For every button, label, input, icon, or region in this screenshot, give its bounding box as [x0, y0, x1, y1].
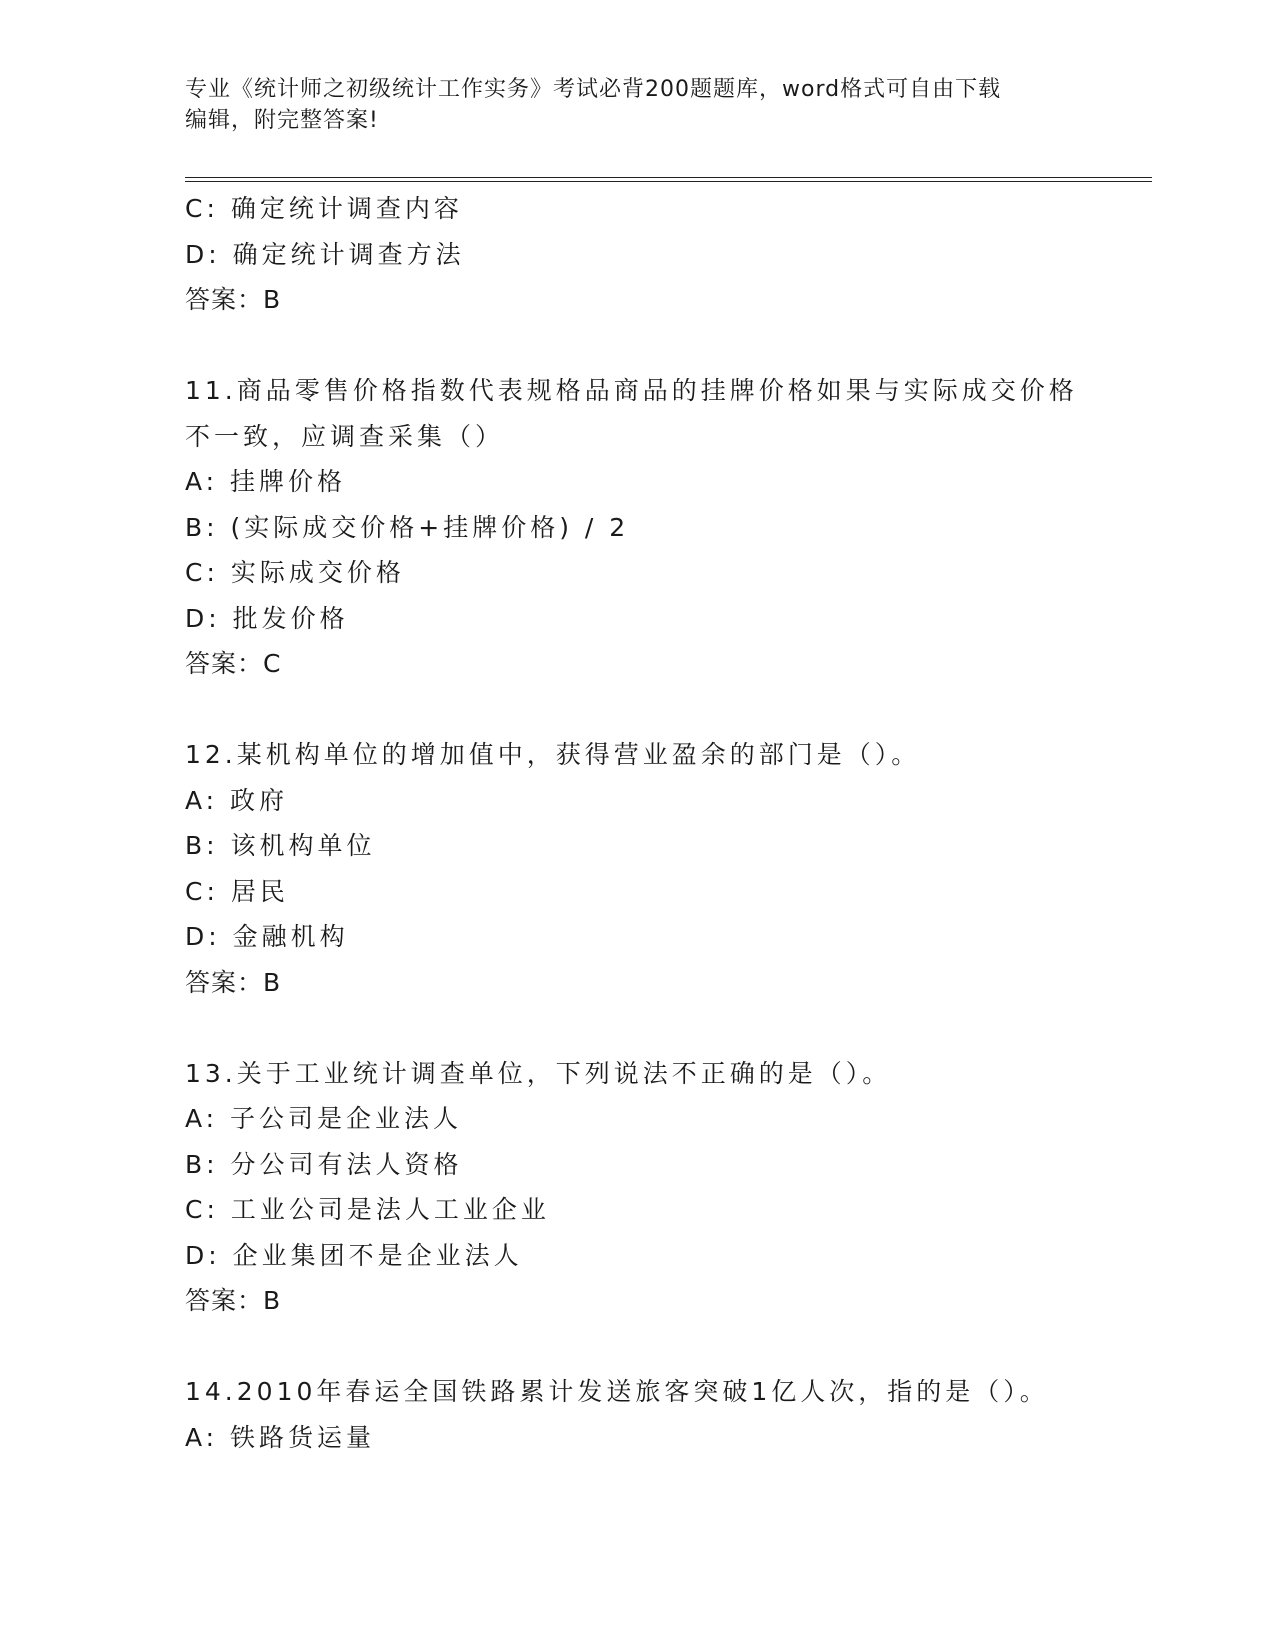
- block-spacer: [185, 1324, 1085, 1370]
- block-spacer: [185, 323, 1085, 369]
- option-a: A: 铁路货运量: [185, 1422, 376, 1452]
- question-block: [185, 186, 1085, 323]
- header-divider-bottom: [185, 181, 1152, 182]
- block-spacer: [185, 687, 1085, 733]
- option-c: C: 居民: [185, 876, 289, 906]
- option-b: B: 该机构单位: [185, 831, 376, 860]
- header-title-line-2: 编辑，附完整答案!: [185, 108, 379, 133]
- option-a: A: 子公司是企业法人: [185, 1104, 463, 1133]
- option-b: B: 分公司有法人资格: [185, 1149, 463, 1179]
- answer-line: 答案：C: [185, 649, 282, 678]
- page-header: [185, 74, 1065, 136]
- option-c: C: 工业公司是法人工业企业: [185, 1195, 550, 1224]
- question-block: [185, 732, 1085, 1005]
- option-d: D: 金融机构: [185, 922, 349, 951]
- question-list: [185, 186, 1085, 1460]
- question-text: 12.某机构单位的增加值中，获得营业盈余的部门是（）。: [185, 740, 921, 769]
- question-block: [185, 1369, 1085, 1460]
- question-text: 11.商品零售价格指数代表规格品商品的挂牌价格如果与实际成交价格: [185, 376, 1078, 405]
- option-a: A: 挂牌价格: [185, 467, 347, 496]
- question-block: [185, 368, 1085, 687]
- header-title-line-1: 专业《统计师之初级统计工作实务》考试必背200题题库，word格式可自由下载: [185, 77, 1002, 102]
- option-d: D: 确定统计调查方法: [185, 239, 465, 269]
- option-b: B: (实际成交价格+挂牌价格) / 2: [185, 512, 630, 542]
- option-a: A: 政府: [185, 785, 289, 815]
- header-divider-top: [185, 177, 1152, 178]
- answer-line: 答案：B: [185, 285, 282, 314]
- block-spacer: [185, 1005, 1085, 1051]
- option-c: C: 实际成交价格: [185, 558, 405, 587]
- question-text: 14.2010年春运全国铁路累计发送旅客突破1亿人次，指的是（）。: [185, 1377, 1049, 1406]
- question-text-continued: 不一致，应调查采集（）: [185, 421, 505, 451]
- answer-line: 答案：B: [185, 1286, 282, 1315]
- option-d: D: 企业集团不是企业法人: [185, 1240, 523, 1270]
- answer-line: 答案：B: [185, 967, 282, 997]
- option-d: D: 批发价格: [185, 603, 349, 633]
- option-c: C: 确定统计调查内容: [185, 194, 463, 223]
- question-block: [185, 1051, 1085, 1324]
- question-text: 13.关于工业统计调查单位，下列说法不正确的是（）。: [185, 1058, 892, 1088]
